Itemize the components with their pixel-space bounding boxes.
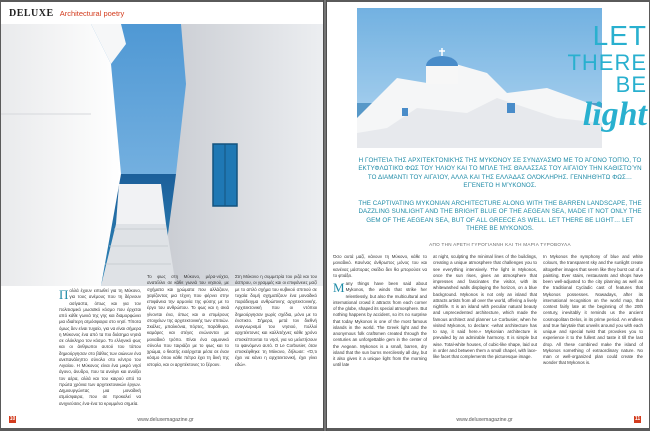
right-footer — [335, 416, 641, 423]
left-footer — [9, 416, 315, 423]
article-text-en-3: In Mykonos the symphony of blue and white colours, the transparent sky and the sunlight create altogether images that seem like they burst out of a painting. Ever stairs, restaurants and shops have been well-adjusted to the city planning as well as the traditional Cycladic cast of features that Mykonos possesses. Nowadays, after its international recognition on the world map, that context fairly late at the beginning of the 20th century, inevitably it reminds us the ancient cosmopolitan Delos, in its prime period. An endless and true fairytale that unveils around you with each unique and special twist that provokes you to experience it to the fullest and taste it till the last drop. All these combined make the island of Mykonos something of extraordinary nature. No man or well-organized plan could create the wonder that Mykonos is. — [543, 254, 643, 366]
right-page — [327, 2, 649, 428]
title-line-3: light — [582, 96, 647, 133]
drop-cap: Π — [59, 288, 69, 302]
author-credit: ΑΠΟ ΤΗΝ ΑΡΕΤΗ ΓΥΡΟΓΙΑΝΝΗ ΚΑΙ ΤΗ ΜΑΡΙΑ ΤΥΡΟΒΟΥΛΑ — [429, 242, 571, 247]
left-column-1 — [59, 288, 141, 406]
page-number-left — [9, 416, 16, 423]
page-number-box: 10 — [9, 416, 16, 422]
left-column-3 — [235, 274, 317, 406]
brand-logo: DELUXE — [9, 8, 54, 19]
intro-english: THE CAPTIVATING MYKONIAN ARCHITECTURE ALONG WITH THE BARREN LANDSCAPE, THE DAZZLING SUNLIGHT AND THE BRIGHT BLUE OF THE AEGEAN SEA, MADE IT NOT ONLY THE GEM OF THE AEGEAN SEA, BUT OF ALL GREECE AS WELL. LET THERE BE LIGHT… LET THERE BE MYKONOS. — [358, 200, 642, 233]
right-column-3 — [543, 254, 643, 406]
title-line-1: LET — [592, 20, 647, 51]
page-number-box: 11 — [634, 416, 641, 422]
left-page — [1, 2, 323, 428]
footer-url-left[interactable]: www.deluxemagazine.gr — [137, 416, 194, 423]
drop-cap-en: M — [333, 280, 345, 295]
alley-illustration — [1, 24, 323, 286]
article-text-en-2: at night, sculpting the minimal lines of the buildings, creating a unique atmosphere that challenges you to see everything intensively. The light in Mykonos, once the sun rises, gives an atmosphere that impresses and fascinates the visitor, with its whitewashed walls displaying the horizon, on a blue background. Mykonos is not only an island that attracts artists from all over the world, offering a lively nightlife. It is an island with peculiar natural beauty and unprecedented architecture, which made the famous architect and planner Le Corbusier, when he visited Mykonos, to declare: «what architecture has to say, it said here.» Mykonian architecture is prevailed by an admirable harmony. It is simple but wise. Total-white houses, of cubic-like shape, laid out in order and between them a small chapel, with lace-like facet that complements the picturesque image. — [433, 254, 537, 359]
footer-url-right[interactable]: www.deluxemagazine.gr — [456, 416, 513, 423]
title-line-2: THERE BE — [567, 50, 647, 97]
article-text-en-1: any things have been said about Mykonos, the winds that strike her relentlessly, but also the multicultural and international crowd it attracts from each corner of the globe, shaped its special atmosphere. But nothing happens by accident, so it's no surprise that today Mykonos is one of the most famous islands in the world. The Greek light and the anonymous folk craftsmen created through the centuries an unforgettable gem in the center of the Aegean. Mykonos is a small, barren, dry island that the sun burns mercilessly all day, but it also gives it a unique light from the morning until late — [333, 281, 427, 368]
left-column-2 — [147, 274, 229, 406]
alley-photo — [1, 24, 323, 286]
article-text-gr-4: Όσο αυτά μαζί, κάνουν τη Μύκονο, κάθε το μοναδικό. Κανένας άνθρωπος μόνος του και κανένας μάστορας σκέδιο δεν θα μπορούσε να το φτιάξει. — [333, 254, 427, 278]
right-column-2 — [433, 254, 537, 406]
article-text-gr-1: ολλά έχουν ειπωθεί για τη Μύκονο, για τους ανέμους που τη δέρνουν ασίγαστα, όπως και για τον πολιτισμικό μωσαϊκό κόσμο που έρχεται από κάθε γωνιά της γης και διαμορφώνει μια ιδιαίτερη ατμόσφαιρα στο νησί. Τίποτα όμως δεν είναι τυχαίο, για να είναι σήμερα η Μύκονος ένα από τα πιο διάσημα νησιά σε ολόκληρο τον κόσμο. Το ελληνικό φως και οι άνθρωποι αυτού του τόπου δημιούργησαν στο βάθος των αιώνων ένα ανεπανάληπτο σύνολο στο κέντρο του Αιγαίου. Η Μύκονος είναι ένα μικρό νησί άγονο, άνυδρο, που τα ανοίγει και ανοίξει τον αέρα, αλλά και του καιρού από τα πρώτα χρόνια των αρχιτεκτονικών έργων. Δημιουργώντας μια μοναδική ατμόσφαιρα, που σε προκαλεί να ανιχνεύσεις ένα-ένα τα κρυμμένα σημεία. — [59, 288, 141, 406]
page-number-right — [634, 416, 641, 423]
article-text-gr-2: Το φως στη Μύκονο, μέρα-νύχτα, ανατέλλει σε κάθε γωνιά του νησιού, με σχήματα και χρώματα που αλλάζουν, χαρίζοντας μια τέχνη που φέρνει στην επιφάνεια την αρμονία της φύσης με το έργο του ανθρώπου. Το φως και η σκιά γίνονται ένα, όπως και οι επιμέρους στοιχείων της αρχιτεκτονικής των σπιτιών. Σκάλες, μπαλκόνια, πόρτες, παράθυρα, καμάρες και στέγες ενώνονται με μοναδικό τρόπο. Είναι ένα αρμονικό σύνολο που ταιριάζει με το φως και το χρώμα, ο θεατής εισέρχεται μέσα σε έναν κόσμο όπου κάθε πέτρα έχει τη δική της ιστορία, και οι αρχιτέκτονες το ξέρουν. — [147, 274, 229, 367]
intro-greek: Η ΓΟΗΤΕΊΑ ΤΗΣ ΑΡΧΙΤΕΚΤΟΝΙΚΉΣ ΤΗΣ ΜΥΚΌΝΟΥ ΣΕ ΣΥΝΔΥΑΣΜΌ ΜΕ ΤΟ ΆΓΟΝΟ ΤΟΠΊΟ, ΤΟ ΕΚΤΥΦΛΩΤΙΚΌ ΦΩΣ ΤΟΥ ΉΛΙΟΥ ΚΑΙ ΤΟ ΜΠΛΕ ΤΗΣ ΘΆΛΑΣΣΑΣ ΤΟΥ ΑΙΓΑΊΟΥ ΤΗΝ ΚΑΘΙΣΤΟΎΝ ΤΟ ΔΙΑΜΆΝΤΙ ΤΟΥ ΑΙΓΑΊΟΥ, ΑΛΛΆ ΚΑΙ ΤΗΣ ΕΛΛΆΔΑΣ ΟΛΌΚΛΗΡΗΣ. ΓΕΝΝΗΘΉΤΩ ΦΩΣ… ΕΓΈΝΕΤΟ Η ΜΎΚΟΝΟΣ. — [358, 157, 642, 190]
page-header — [9, 8, 124, 22]
article-text-gr-3: Στη Μύκονο η συμμετρία του ριζά και του άσπρου, οι γραμμές και οι επιφάνειες μαζί με το απλό σχήμα του κυβικού σπιτιού σε τυχαία δομή σχηματίζουν ένα μοναδικό παράδειγμα ανθρώπινης αρχιτεκτονικής. Αρχιτεκτονική που οι ντόπιοι δημιούργησαν χωρίς σχέδια, μόνο με το ένστικτο. Σήμερα, μετά τον διεθνή αναγνωρισμό του νησιού, πολλοί αρχιτέκτονες και καλλιτέχνες κάθε χρόνο επισκέπτονται το νησί, για να μελετήσουν το φαινόμενο αυτό. Ο Le Corbusier, όταν επισκέφθηκε τη Μύκονο, δήλωσε: «Ό,τι έχει να κάνει η αρχιτεκτονική, έχει γίνει εδώ». — [235, 274, 317, 367]
section-label: Architectural poetry — [59, 9, 125, 18]
right-column-1 — [333, 254, 427, 406]
feature-title — [557, 22, 647, 132]
